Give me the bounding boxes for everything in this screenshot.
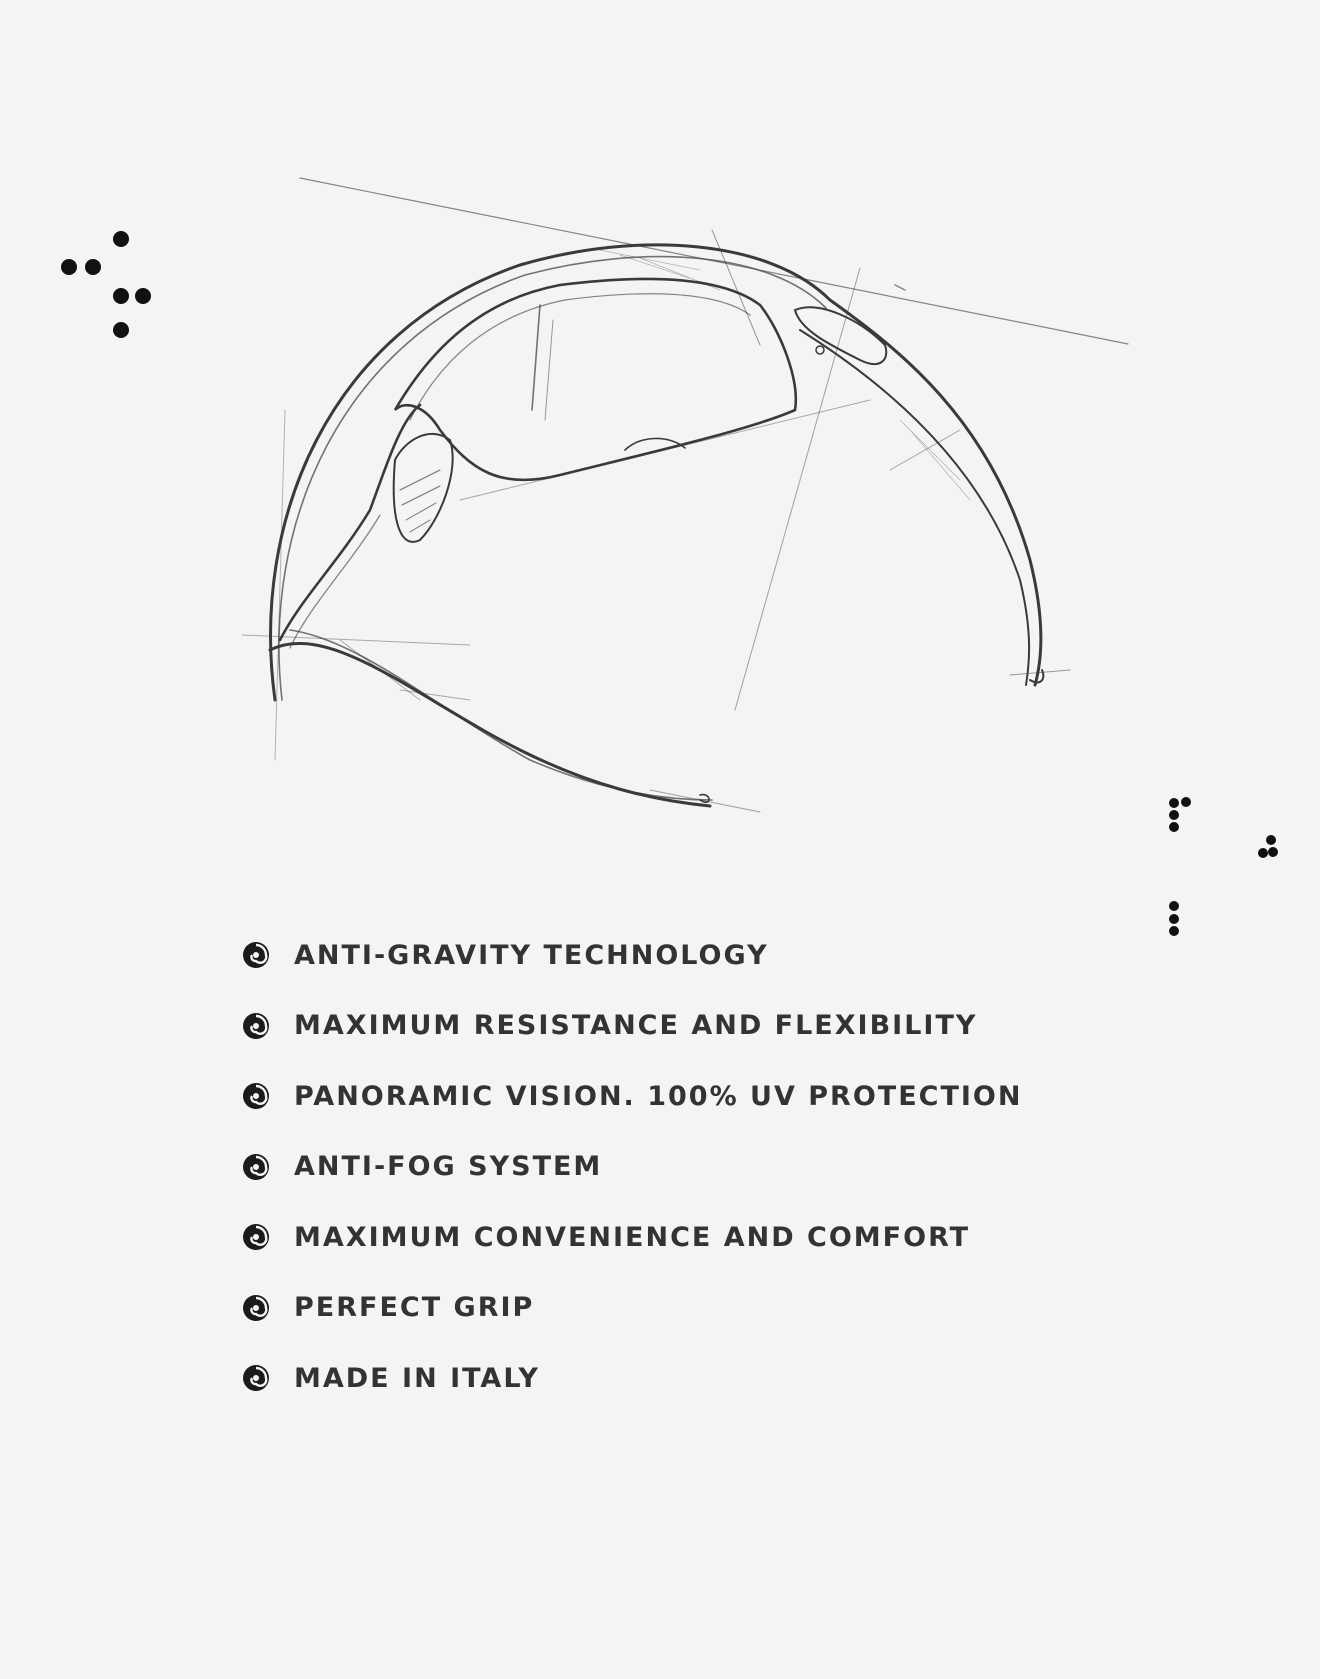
swirl-bullet-icon	[240, 1151, 272, 1183]
swirl-bullet-icon	[240, 1010, 272, 1042]
feature-item	[240, 991, 1022, 1062]
swirl-bullet-icon	[240, 939, 272, 971]
feature-item	[240, 1343, 1022, 1414]
feature-label: MAXIMUM CONVENIENCE AND COMFORT	[294, 1221, 971, 1253]
dot-cluster-top-left	[58, 225, 158, 345]
feature-item	[240, 920, 1022, 991]
feature-list	[240, 920, 1022, 1414]
feature-item	[240, 1273, 1022, 1344]
dot-cluster-right	[1165, 795, 1285, 940]
swirl-bullet-icon	[240, 1080, 272, 1112]
feature-item	[240, 1061, 1022, 1132]
swirl-bullet-icon	[240, 1292, 272, 1324]
feature-item	[240, 1202, 1022, 1273]
feature-label: ANTI-GRAVITY TECHNOLOGY	[294, 939, 769, 971]
swirl-bullet-icon	[240, 1362, 272, 1394]
feature-label: MAXIMUM RESISTANCE AND FLEXIBILITY	[294, 1010, 978, 1042]
feature-label: PERFECT GRIP	[294, 1292, 535, 1324]
feature-label: MADE IN ITALY	[294, 1362, 540, 1394]
feature-label: PANORAMIC VISION. 100% UV PROTECTION	[294, 1080, 1023, 1112]
feature-label: ANTI-FOG SYSTEM	[294, 1151, 603, 1183]
swirl-bullet-icon	[240, 1221, 272, 1253]
feature-item	[240, 1132, 1022, 1203]
